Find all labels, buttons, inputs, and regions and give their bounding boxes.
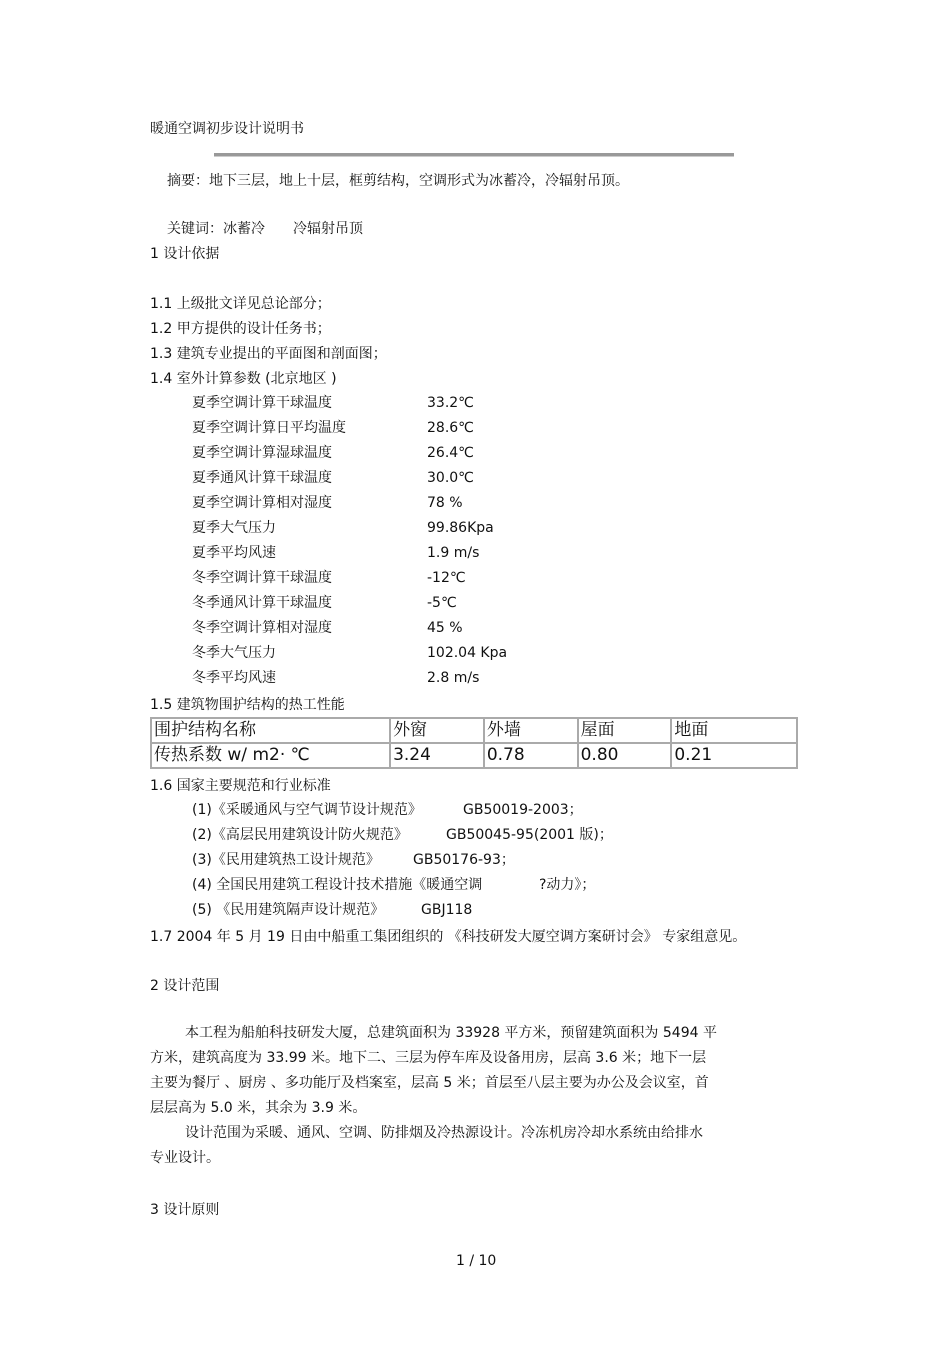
- standard-code: GB50045-95(2001 版)；: [446, 827, 613, 843]
- param-value: 78 %: [427, 495, 463, 511]
- keywords-label: 关键词：冰蓄冷: [167, 221, 265, 237]
- param-value: 2.8 m/s: [427, 670, 480, 686]
- param-name: 夏季大气压力: [192, 520, 276, 536]
- param-value: 99.86Kpa: [427, 520, 494, 536]
- param-name: 夏季空调计算湿球温度: [192, 445, 332, 461]
- standard-code: GB50176-93；: [413, 852, 515, 868]
- table-row: [151, 743, 797, 768]
- param-name: 冬季空调计算干球温度: [192, 570, 332, 586]
- standard-title: (5) 《民用建筑隔声设计规范》: [192, 902, 385, 918]
- item-1-1: 1.1 上级批文详见总论部分；: [150, 296, 331, 312]
- table-header-cell: 外墙: [484, 718, 578, 743]
- standard-title: (2)《高层民用建筑设计防火规范》: [192, 827, 408, 843]
- title-divider: [214, 153, 734, 157]
- table-cell: 0.21: [671, 743, 797, 768]
- section-heading-3: 3 设计原则: [150, 1202, 220, 1218]
- item-1-6: 1.6 国家主要规范和行业标准: [150, 778, 331, 794]
- standard-code: ?动力》；: [539, 877, 596, 893]
- param-name: 冬季平均风速: [192, 670, 276, 686]
- paragraph-line: 层层高为 5.0 米，其余为 3.9 米。: [150, 1100, 367, 1116]
- table-header-cell: 外窗: [390, 718, 484, 743]
- param-name: 夏季空调计算干球温度: [192, 395, 332, 411]
- thermal-performance-table: [150, 717, 798, 769]
- param-value: 45 %: [427, 620, 463, 636]
- standard-code: GBJ118: [421, 902, 473, 918]
- table-cell: 0.80: [578, 743, 672, 768]
- page-number: 1 / 10: [456, 1253, 497, 1269]
- param-name: 夏季通风计算干球温度: [192, 470, 332, 486]
- document-title: 暖通空调初步设计说明书: [150, 121, 304, 137]
- table-header-cell: 屋面: [578, 718, 672, 743]
- paragraph-line: 方米，建筑高度为 33.99 米。地下二、三层为停车库及设备用房，层高 3.6 米；地下一层: [150, 1050, 707, 1066]
- table-header-row: [151, 718, 797, 743]
- paragraph-line: 专业设计。: [150, 1150, 220, 1166]
- standard-code: GB50019-2003；: [463, 802, 583, 818]
- param-value: 30.0℃: [427, 470, 474, 486]
- item-1-7: 1.7 2004 年 5 月 19 日由中船重工集团组织的 《科技研发大厦空调方案研讨会》 专家组意见。: [150, 929, 747, 945]
- item-1-5: 1.5 建筑物围护结构的热工性能: [150, 697, 345, 713]
- standard-title: (1)《采暖通风与空气调节设计规范》: [192, 802, 422, 818]
- param-value: 28.6℃: [427, 420, 474, 436]
- item-1-2: 1.2 甲方提供的设计任务书；: [150, 321, 331, 337]
- param-name: 夏季空调计算日平均温度: [192, 420, 346, 436]
- abstract: 摘要：地下三层，地上十层，框剪结构，空调形式为冰蓄冷，冷辐射吊顶。: [167, 173, 629, 189]
- param-name: 冬季空调计算相对湿度: [192, 620, 332, 636]
- table-cell: 0.78: [484, 743, 578, 768]
- paragraph-line: 设计范围为采暖、通风、空调、防排烟及冷热源设计。冷冻机房冷却水系统由给排水: [185, 1125, 703, 1141]
- paragraph-line: 主要为餐厅 、厨房 、多功能厅及档案室，层高 5 米；首层至八层主要为办公及会议室，首: [150, 1075, 709, 1091]
- table-cell: 传热系数 w/ m2· ℃: [151, 743, 390, 768]
- param-name: 夏季空调计算相对湿度: [192, 495, 332, 511]
- param-name: 冬季通风计算干球温度: [192, 595, 332, 611]
- section-heading-1: 1 设计依据: [150, 246, 220, 262]
- param-value: 33.2℃: [427, 395, 474, 411]
- standard-title: (4) 全国民用建筑工程设计技术措施《暖通空调: [192, 877, 483, 893]
- standard-title: (3)《民用建筑热工设计规范》: [192, 852, 380, 868]
- item-1-4: 1.4 室外计算参数 (北京地区 ): [150, 371, 337, 387]
- param-value: 1.9 m/s: [427, 545, 480, 561]
- param-value: 102.04 Kpa: [427, 645, 508, 661]
- param-name: 冬季大气压力: [192, 645, 276, 661]
- param-name: 夏季平均风速: [192, 545, 276, 561]
- table-cell: 3.24: [390, 743, 484, 768]
- table-header-cell: 围护结构名称: [151, 718, 390, 743]
- paragraph-line: 本工程为船舶科技研发大厦，总建筑面积为 33928 平方米，预留建筑面积为 5494 平: [185, 1025, 717, 1041]
- param-value: -12℃: [427, 570, 466, 586]
- section-heading-2: 2 设计范围: [150, 978, 220, 994]
- keywords-second: 冷辐射吊顶: [293, 221, 363, 237]
- param-value: 26.4℃: [427, 445, 474, 461]
- item-1-3: 1.3 建筑专业提出的平面图和剖面图；: [150, 346, 387, 362]
- param-value: -5℃: [427, 595, 457, 611]
- table-header-cell: 地面: [671, 718, 797, 743]
